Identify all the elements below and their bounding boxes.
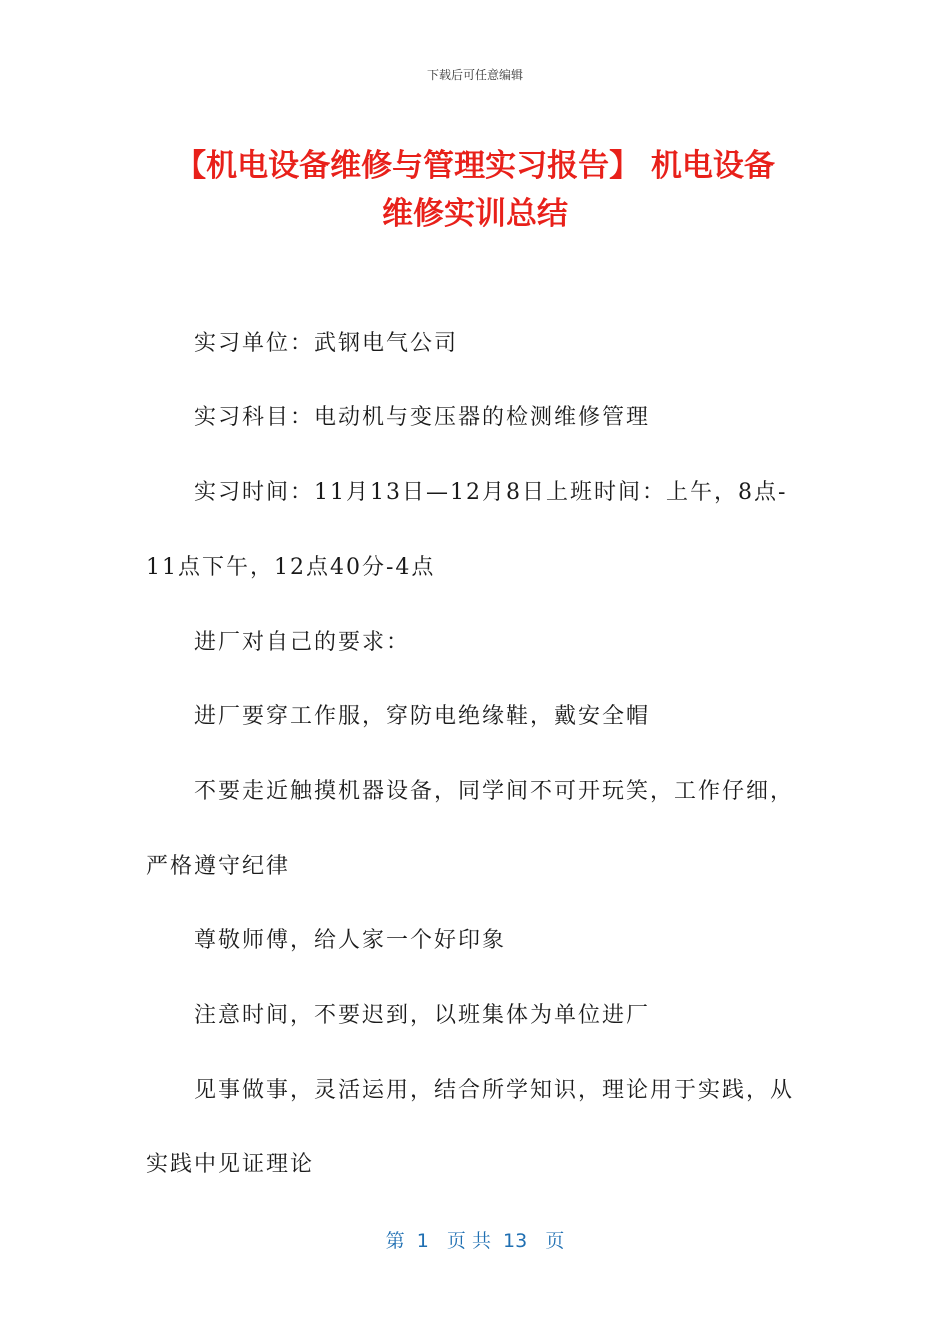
paragraph-requirement-safety: 不要走近触摸机器设备，同学间不可开玩笑，工作仔细， xyxy=(194,779,795,804)
paragraph-internship-unit: 实习单位：武钢电气公司 xyxy=(194,331,459,356)
paragraph-requirements-heading: 进厂对自己的要求： xyxy=(194,630,411,655)
paragraph-requirement-respect: 尊敬师傅，给人家一个好印象 xyxy=(194,928,507,953)
paragraph-internship-subject: 实习科目：电动机与变压器的检测维修管理 xyxy=(194,405,651,430)
paragraph-internship-time-cont: 11点下午，12点40分-4点 xyxy=(146,555,436,580)
paragraph-requirement-practice-cont: 实践中见证理论 xyxy=(146,1152,315,1177)
paragraph-requirement-practice: 见事做事，灵活运用，结合所学知识，理论用于实践，从 xyxy=(194,1078,795,1103)
title-line-2: 维修实训总结 xyxy=(382,196,568,232)
page-number-footer: 第 1 页 共 13 页 xyxy=(385,1230,565,1252)
paragraph-requirement-clothing: 进厂要穿工作服，穿防电绝缘鞋，戴安全帽 xyxy=(194,704,651,729)
paragraph-requirement-safety-cont: 严格遵守纪律 xyxy=(146,854,291,879)
document-title xyxy=(120,142,830,238)
page-header-note: 下载后可任意编辑 xyxy=(426,68,523,82)
paragraph-internship-time: 实习时间：11月13日—12月8日上班时间：上午，8点- xyxy=(194,480,788,505)
title-line-1: 【机电设备维修与管理实习报告】 机电设备 xyxy=(175,148,775,184)
paragraph-requirement-punctuality: 注意时间，不要迟到，以班集体为单位进厂 xyxy=(194,1003,651,1028)
